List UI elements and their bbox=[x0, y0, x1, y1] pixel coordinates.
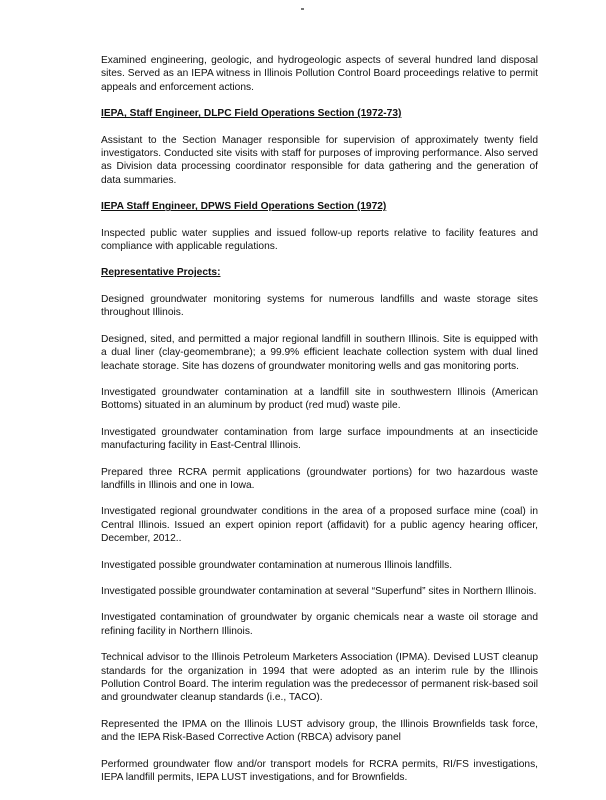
section-heading-dpws: IEPA Staff Engineer, DPWS Field Operations Section (1972) bbox=[101, 201, 387, 213]
project-item: Investigated possible groundwater contamination at several “Superfund” sites in Northern Illinois. bbox=[101, 585, 537, 597]
project-item: Investigated groundwater contamination at a landfill site in southwestern Illinois (American Bottoms) situated in an aluminum by product (red mud) waste pile. bbox=[101, 386, 538, 412]
projects-list bbox=[101, 293, 538, 785]
project-item: Technical advisor to the Illinois Petroleum Marketers Association (IPMA). Devised LUST cleanup standards for the organization in 1994 that were adopted as an interim rule by the Illinois Pollution Control Board. The interim regulation was the predecessor of permanent risk-based soil and groundwater cleanup standards (i.e., TACO). bbox=[101, 652, 538, 704]
section-heading-dlpc: IEPA, Staff Engineer, DLPC Field Operations Section (1972-73) bbox=[101, 108, 402, 120]
project-item: Investigated regional groundwater conditions in the area of a proposed surface mine (coal) in Central Illinois. Issued an expert opinion report (affidavit) for a public agency hearing officer, December, 2012.. bbox=[101, 506, 538, 545]
resume-content bbox=[101, 54, 538, 797]
scan-mark bbox=[301, 8, 304, 10]
project-item: Designed, sited, and permitted a major regional landfill in southern Illinois. Site is equipped with a dual liner (clay-geomembrane); a 99.9% efficient leachate collection system with dual lined leachate storage. Site has dozens of groundwater monitoring wells and gas monitoring ports. bbox=[101, 333, 538, 372]
intro-paragraph: Examined engineering, geologic, and hydrogeologic aspects of several hundred land disposal sites. Served as an IEPA witness in Illinois Pollution Control Board proceedings relative to permit appeals and enforcement actions. bbox=[101, 55, 538, 93]
project-item: Investigated contamination of groundwater by organic chemicals near a waste oil storage and refining facility in Northern Illinois. bbox=[101, 612, 538, 637]
project-item: Prepared three RCRA permit applications (groundwater portions) for two hazardous waste landfills in Illinois and one in Iowa. bbox=[101, 466, 538, 491]
project-item: Performed groundwater flow and/or transport models for RCRA permits, RI/FS investigations, IEPA landfill permits, IEPA LUST investigations, and for Brownfields. bbox=[101, 758, 538, 784]
project-item: Designed groundwater monitoring systems for numerous landfills and waste storage sites throughout Illinois. bbox=[101, 293, 538, 319]
project-item: Investigated possible groundwater contamination at numerous Illinois landfills. bbox=[101, 559, 453, 571]
section-body-dlpc: Assistant to the Section Manager responsible for supervision of approximately twenty field investigators. Conducted site visits with staff for purposes of improving performance. Also served as Division data processing coordinator responsible for data gathering and the generation of data summaries. bbox=[101, 134, 538, 186]
project-item: Represented the IPMA on the Illinois LUST advisory group, the Illinois Brownfields task force, and the IEPA Risk-Based Corrective Action (RBCA) advisory panel bbox=[101, 718, 538, 744]
project-item: Investigated groundwater contamination from large surface impoundments at an insecticide manufacturing facility in East-Central Illinois. bbox=[101, 426, 538, 452]
projects-heading: Representative Projects: bbox=[101, 267, 221, 279]
section-body-dpws: Inspected public water supplies and issued follow-up reports relative to facility features and compliance with applicable regulations. bbox=[101, 227, 538, 253]
